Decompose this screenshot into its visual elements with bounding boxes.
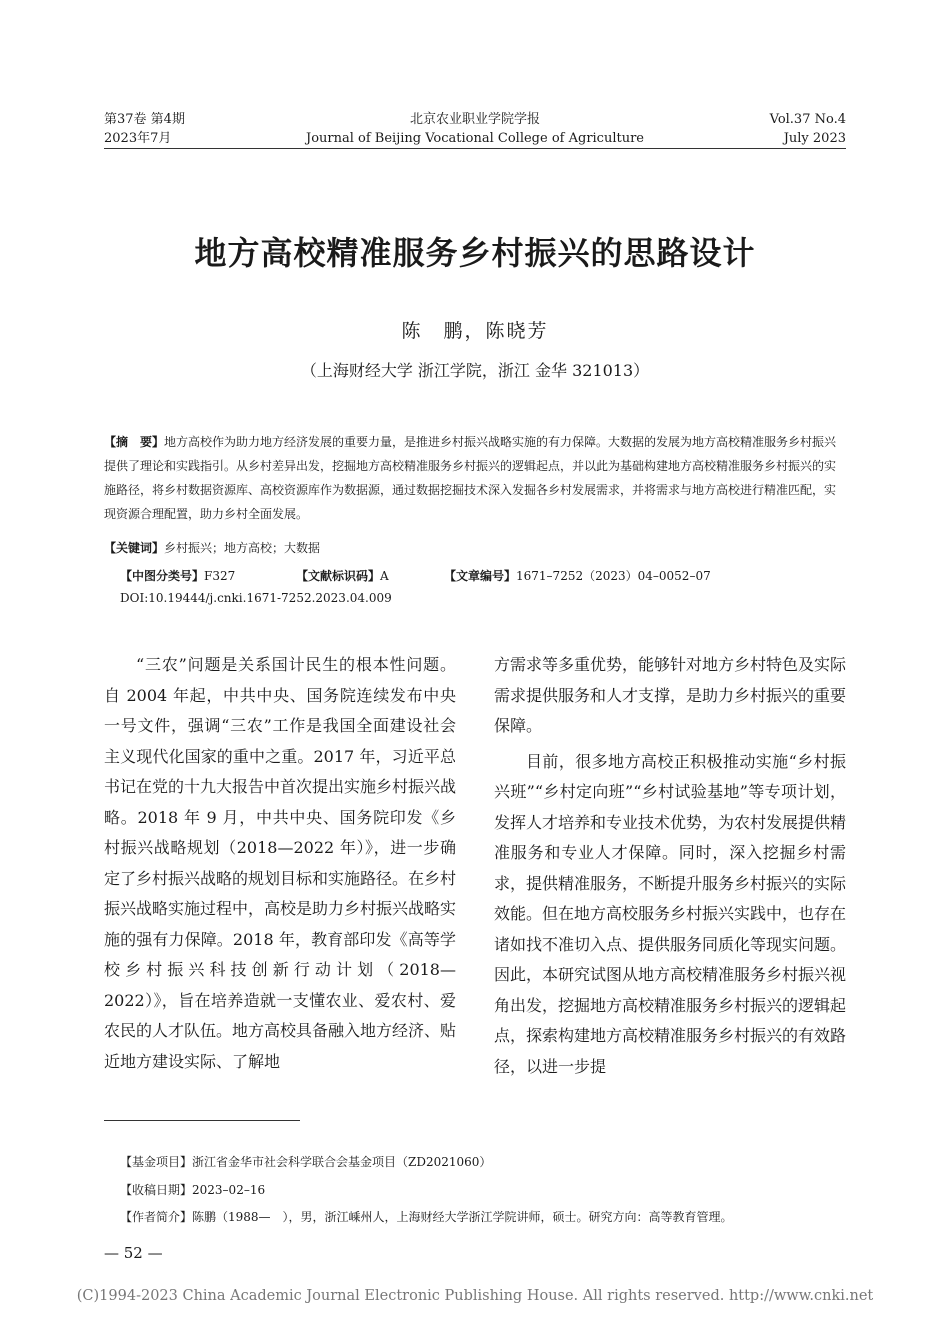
body-column-left — [104, 650, 456, 1077]
clc-number — [120, 566, 235, 586]
document-code-label: 【文献标识码】 — [296, 569, 381, 583]
body-paragraph: “三农”问题是关系国计民生的根本性问题。自 2004 年起，中共中央、国务院连续发布中央一号文件，强调“三农”工作是我国全面建设社会主义现代化国家的重中之重。2017 年，习近平总书记在党的十九大报告中首次提出实施乡村振兴战略。2018 年 9 月，中共中央、国务院印发《乡村振兴战略规划（2018—2022 年）》，进一步确定了乡村振兴战略的规划目标和实施路径。在乡村振兴战略实施过程中，高校是助力乡村振兴战略实施的强有力保障。2018 年，教育部印发《高等学校乡村振兴科技创新行动计划（2018—2022）》，旨在培养造就一支懂农业、爱农村、爱农民的人才队伍。地方高校具备融入地方经济、贴近地方建设实际、了解地 — [104, 655, 457, 1071]
article-number-label: 【文章编号】 — [444, 569, 517, 583]
issue-date-en: July 2023 — [783, 131, 846, 146]
body-paragraph: 目前，很多地方高校正积极推动实施“乡村振兴班”“乡村定向班”“乡村试验基地”等专项计划，发挥人才培养和专业技术优势，为农村发展提供精准服务和专业人才保障。同时，深入挖掘乡村需求，提供精准服务，不断提升服务乡村振兴的实际效能。但在地方高校服务乡村振兴实践中，也存在诸如找不准切入点、提供服务同质化等现实问题。因此，本研究试图从地方高校精准服务乡村振兴视角出发，挖掘地方高校精准服务乡村振兴的逻辑起点，探索构建地方高校精准服务乡村振兴的有效路径，以进一步提 — [494, 751, 847, 1076]
volume-issue-en: Vol.37 No.4 — [769, 112, 846, 127]
journal-title-cn: 北京农业职业学院学报 — [409, 112, 540, 127]
footnote-received — [120, 1180, 265, 1200]
body-paragraph: 方需求等多重优势，能够针对地方乡村特色及实际需求提供服务和人才支撑，是助力乡村振兴的重要保障。 — [494, 655, 847, 735]
document-code — [296, 566, 389, 586]
abstract-label: 【摘 要】 — [104, 435, 165, 449]
footnote-fund — [120, 1152, 491, 1172]
issue-date-cn: 2023年7月 — [104, 131, 172, 146]
header-center — [250, 110, 700, 148]
keywords — [104, 538, 846, 558]
footnote-divider — [104, 1120, 300, 1121]
footnote-author — [120, 1207, 733, 1227]
page-number: — 52 — — [104, 1244, 163, 1262]
doi: DOI:10.19444/j.cnki.1671-7252.2023.04.009 — [120, 591, 392, 605]
abstract — [104, 430, 846, 526]
abstract-text: 地方高校作为助力地方经济发展的重要力量，是推进乡村振兴战略实施的有力保障。大数据的发展为地方高校精准服务乡村振兴提供了理论和实践指引。从乡村差异出发，挖掘地方高校精准服务乡村振兴的逻辑起点，并以此为基础构建地方高校精准服务乡村振兴的实施路径，将乡村数据资源库、高校资源库作为数据源，通过数据挖掘技术深入发掘各乡村发展需求，并将需求与地方高校进行精准匹配，实现资源合理配置，助力乡村全面发展。 — [104, 435, 837, 521]
body-column-right — [494, 650, 846, 1082]
copyright-notice: (C)1994-2023 China Academic Journal Electronic Publishing House. All rights reserved. http://www.cnki.net — [76, 1288, 874, 1304]
keywords-label: 【关键词】 — [104, 541, 165, 555]
header-divider — [104, 148, 846, 149]
header-right — [770, 110, 846, 148]
journal-title-en: Journal of Beijing Vocational College of Agriculture — [306, 131, 644, 146]
article-number — [444, 566, 711, 586]
author-label: 【作者简介】 — [120, 1210, 193, 1224]
fund-label: 【基金项目】 — [120, 1155, 193, 1169]
received-label: 【收稿日期】 — [120, 1183, 193, 1197]
clc-value: F327 — [204, 569, 236, 583]
author-affiliation: （上海财经大学 浙江学院，浙江 金华 321013） — [300, 361, 650, 380]
article-title: 地方高校精准服务乡村振兴的思路设计 — [194, 234, 756, 272]
article-number-value: 1671–7252（2023）04–0052–07 — [516, 569, 711, 583]
received-text: 2023–02–16 — [192, 1183, 266, 1197]
keywords-text: 乡村振兴；地方高校；大数据 — [164, 541, 321, 555]
volume-issue: 第37卷 第4期 — [104, 112, 185, 127]
clc-label: 【中图分类号】 — [120, 569, 205, 583]
header-left — [104, 110, 185, 148]
author-text: 陈鹏（1988— ），男，浙江嵊州人，上海财经大学浙江学院讲师，硕士。研究方向：高等教育管理。 — [192, 1210, 733, 1224]
article-authors: 陈 鹏，陈晓芳 — [401, 320, 549, 342]
fund-text: 浙江省金华市社会科学联合会基金项目（ZD2021060） — [192, 1155, 492, 1169]
document-code-value: A — [380, 569, 389, 583]
